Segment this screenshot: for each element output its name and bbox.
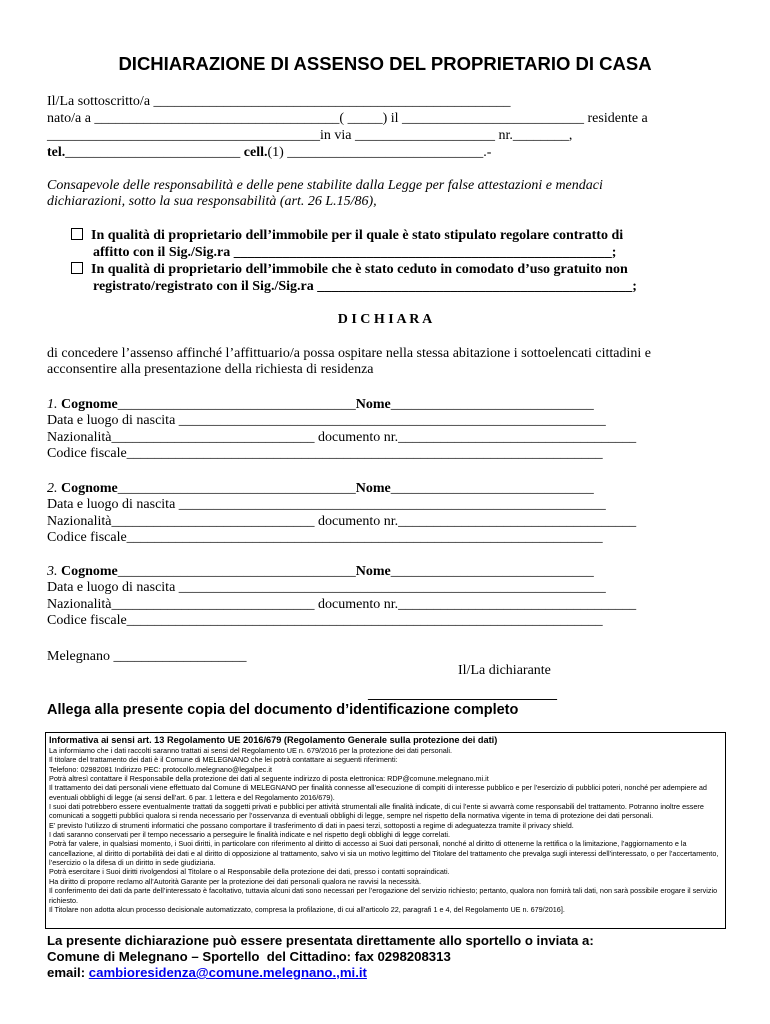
- nome-line[interactable]: _____________________________: [390, 481, 594, 496]
- privacy-notice-line: Potrà altresì contattare il Responsabile della protezione dei dati al seguente indirizzo di posta elettronica: RDP@comune.melegnano.mi.it: [49, 774, 489, 784]
- nome-line[interactable]: _____________________________: [390, 564, 594, 579]
- footer-email-line: [47, 965, 367, 981]
- privacy-notice-line: Potrà far valere, in qualsiasi momento, i Suoi diritti, in particolare con riferimento al diritto di accesso ai Suoi dati personali, nonché al diritto di ottenerne la rettifica o la limitazione, l’aggiornamento e la cancellazione, al diritto di portabilità dei dati e al diritto di opposizione al trattamento, salvo vi sia un motivo legittimo del Titolare del trattamento che prevalga sugli interessi dell’interessato, o per l’accertamento, l’esercizio o la difesa di un diritto in sede giudiziaria.: [49, 839, 719, 868]
- tel-label: tel.: [47, 145, 66, 160]
- sottoscritto-field[interactable]: Il/La sottoscritto/a ___________________________________________________: [47, 94, 511, 109]
- privacy-notice-line: Il conferimento dei dati da parte dell’interessato è facoltativo, tuttavia alcuni dati sono necessari per l’erogazione del servizio richiesto; pertanto, qualora non fornirà tali dati, non sarà possibile erogare il servizio richiesto.: [49, 886, 718, 905]
- privacy-notice-line: Ha diritto di proporre reclamo all’Autorità Garante per la protezione dei dati personali qualora ne ravvisi la necessità.: [49, 876, 421, 886]
- nome-label: Nome: [355, 397, 391, 412]
- option-comodato-text-1: In qualità di proprietario dell’immobile che è stato ceduto in comodato d’uso gratuito non: [91, 262, 628, 277]
- document-title: DICHIARAZIONE DI ASSENSO DEL PROPRIETARIO DI CASA: [118, 53, 652, 74]
- nome-line[interactable]: _____________________________: [390, 397, 594, 412]
- option-comodato[interactable]: [71, 261, 628, 278]
- cognome-label: Cognome: [61, 564, 118, 579]
- cognome-line[interactable]: __________________________________: [117, 564, 356, 579]
- checkbox-comodato[interactable]: [71, 262, 83, 274]
- tel-cell-field[interactable]: [47, 144, 491, 161]
- person-1-codice-fiscale[interactable]: Codice fiscale____________________________________________________________________: [47, 446, 603, 461]
- via-nr-field[interactable]: _______________________________________in via ____________________ nr.________,: [47, 128, 573, 143]
- person-1-nazionalita[interactable]: Nazionalità_____________________________ documento nr.__________________________________: [47, 430, 637, 445]
- consapevole-line-1: Consapevole delle responsabilità e delle pene stabilite dalla Legge per false attestazioni e mendaci: [47, 178, 603, 193]
- privacy-notice-line: Il trattamento dei dati personali viene effettuato dal Comune di MELEGNANO per finalità connesse all’esecuzione di compiti di interesse pubblico e per l’esercizio di pubblici poteri, nonché per adempiere ad eventuali obblighi di legge (ai sensi dell’art. 6 par. 1 lettera e del Regolamento 2016/679).: [49, 783, 707, 802]
- email-link[interactable]: cambioresidenza@comune.melegnano.,mi.it: [88, 965, 367, 980]
- option-comodato-line-2[interactable]: registrato/registrato con il Sig./Sig.ra _____________________________________________;: [93, 279, 637, 294]
- privacy-notice-line: I dati saranno conservati per il tempo necessario a perseguire le finalità indicate e nel rispetto degli obblighi di legge correlati.: [49, 830, 450, 840]
- person-number: 1.: [47, 397, 58, 412]
- place-date-field[interactable]: Melegnano ___________________: [47, 649, 247, 664]
- privacy-notice-line: E’ previsto l’utilizzo di strumenti informatici che possano comportare il trasferimento di dati in paesi terzi, sottoposti a regime di adeguatezza tramite il privacy shield.: [49, 820, 574, 830]
- email-label: email:: [47, 965, 89, 980]
- person-number: 3.: [47, 564, 58, 579]
- cognome-label: Cognome: [61, 397, 118, 412]
- person-2-cognome-nome[interactable]: [47, 480, 594, 497]
- nome-label: Nome: [355, 481, 391, 496]
- privacy-notice-line: I suoi dati potrebbero essere eventualmente trattati da soggetti privati e pubblici per attività strumentali alle finalità indicate, di cui l’ente si avvarrà come responsabili del trattamento. Potranno inoltre essere comunicati a soggetti pubblici qualora si renda necessario per l’osservanza di eventuali obblighi di legge, sempre nel rispetto della normativa vigente in tema di protezione dei dati personali.: [49, 802, 704, 821]
- cell-line[interactable]: (1) ____________________________.-: [267, 145, 492, 160]
- person-2-data-nascita[interactable]: Data e luogo di nascita _____________________________________________________________: [47, 497, 606, 512]
- cognome-line[interactable]: __________________________________: [117, 481, 356, 496]
- dichiarante-label: Il/La dichiarante: [458, 663, 551, 678]
- privacy-notice-line: Potrà esercitare i Suoi diritti rivolgendosi al Titolare o al Responsabile della protezione dei dati, presso i contatti sopraindicati.: [49, 867, 450, 877]
- privacy-notice-box: [45, 732, 726, 929]
- consapevole-line-2: dichiarazioni, sotto la sua responsabilità (art. 26 L.15/86),: [47, 194, 377, 209]
- nome-label: Nome: [355, 564, 391, 579]
- person-3-nazionalita[interactable]: Nazionalità_____________________________ documento nr.__________________________________: [47, 597, 637, 612]
- option-affitto-text-1: In qualità di proprietario dell’immobile per il quale è stato stipulato regolare contratto di: [91, 228, 624, 243]
- tel-line[interactable]: _________________________: [65, 145, 244, 160]
- person-3-data-nascita[interactable]: Data e luogo di nascita _____________________________________________________________: [47, 580, 606, 595]
- checkbox-affitto[interactable]: [71, 228, 83, 240]
- privacy-notice-line: La informiamo che i dati raccolti saranno trattati ai sensi del Regolamento UE n. 679/2016 per la protezione dei dati personali.: [49, 746, 453, 755]
- assenso-line-2: acconsentire alla presentazione della richiesta di residenza: [47, 362, 374, 377]
- privacy-notice-heading: Informativa ai sensi art. 13 Regolamento UE 2016/679 (Regolamento Generale sulla protezione dei dati): [49, 735, 498, 745]
- privacy-notice-line: Il Titolare non adotta alcun processo decisionale automatizzato, compresa la profilazione, di cui all’articolo 22, paragrafi 1 e 4, del Regolamento UE n. 679/2016].: [49, 904, 565, 914]
- person-1-cognome-nome[interactable]: [47, 396, 594, 413]
- privacy-notice-body: [49, 746, 722, 914]
- privacy-notice-line: Telefono: 02982081 Indirizzo PEC: protocollo.melegnano@legalpec.it: [49, 764, 272, 774]
- option-affitto[interactable]: [71, 227, 623, 244]
- person-2-codice-fiscale[interactable]: Codice fiscale____________________________________________________________________: [47, 530, 603, 545]
- footer-line-2: Comune di Melegnano – Sportello del Cittadino: fax 0298208313: [47, 949, 451, 964]
- person-2-nazionalita[interactable]: Nazionalità_____________________________ documento nr.__________________________________: [47, 514, 637, 529]
- signature-line[interactable]: ___________________________: [368, 687, 557, 702]
- cell-label: cell.: [243, 145, 268, 160]
- assenso-line-1: di concedere l’assenso affinché l’affittuario/a possa ospitare nella stessa abitazione i sottoelencati cittadini e: [47, 346, 651, 361]
- person-3-cognome-nome[interactable]: [47, 563, 594, 580]
- option-affitto-line-2[interactable]: affitto con il Sig./Sig.ra ______________________________________________________;: [93, 245, 617, 260]
- person-number: 2.: [47, 481, 58, 496]
- cognome-line[interactable]: __________________________________: [117, 397, 356, 412]
- allega-note: Allega alla presente copia del documento d’identificazione completo: [47, 702, 519, 718]
- footer-line-1: La presente dichiarazione può essere presentata direttamente allo sportello o inviata a:: [47, 933, 594, 948]
- cognome-label: Cognome: [61, 481, 118, 496]
- dichiara-heading: D I C H I A R A: [337, 312, 433, 327]
- nato-residente-field[interactable]: nato/a a ___________________________________( _____) il __________________________ residente a: [47, 111, 648, 126]
- person-1-data-nascita[interactable]: Data e luogo di nascita _____________________________________________________________: [47, 413, 606, 428]
- privacy-notice-line: Il titolare del trattamento dei dati è il Comune di MELEGNANO che lei potrà contattare ai seguenti riferimenti:: [49, 755, 398, 765]
- person-3-codice-fiscale[interactable]: Codice fiscale____________________________________________________________________: [47, 613, 603, 628]
